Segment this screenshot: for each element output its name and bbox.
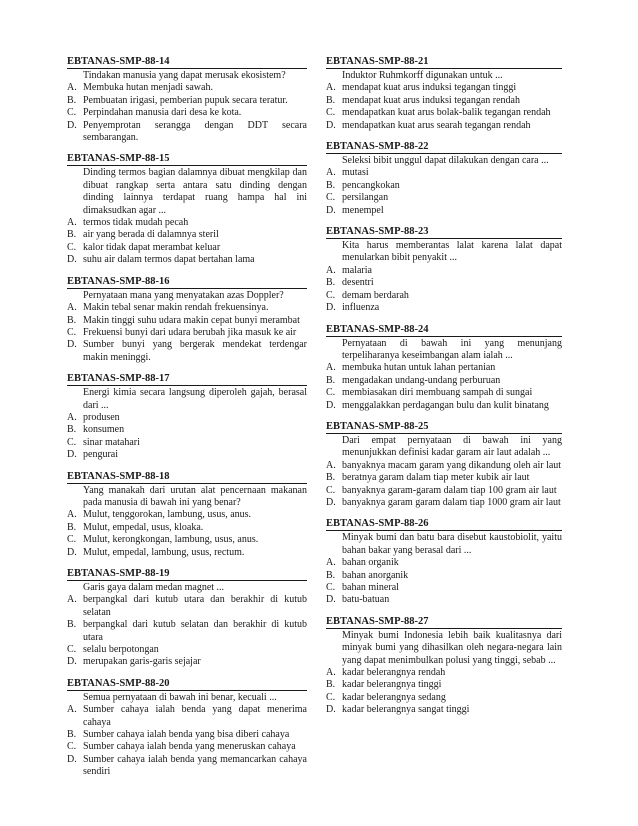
- option-letter: D.: [67, 753, 77, 765]
- option-text: Pembuatan irigasi, pemberian pupuk secara teratur.: [83, 94, 288, 106]
- option-letter: D.: [326, 594, 336, 606]
- option-text: banyaknya garam-garam dalam tiap 100 gram air laut: [342, 484, 557, 496]
- option-text: Sumber cahaya ialah benda yang meneruskan cahaya: [83, 741, 296, 753]
- option-text: mendapatkan kuat arus bolak-balik tegangan rendah: [342, 107, 551, 119]
- option-letter: C.: [326, 582, 336, 593]
- option-letter: C.: [326, 107, 336, 119]
- question-code: EBTANAS-SMP-88-16: [67, 276, 307, 289]
- answer-option: [326, 265, 562, 277]
- option-letter: A.: [67, 594, 77, 606]
- option-letter: C.: [67, 107, 77, 119]
- option-text: konsumen: [83, 424, 125, 436]
- answer-option: [67, 656, 307, 668]
- question-code: EBTANAS-SMP-88-14: [67, 56, 307, 69]
- option-letter: B.: [326, 94, 336, 106]
- question-code: EBTANAS-SMP-88-22: [326, 141, 562, 154]
- answer-option: [67, 315, 307, 327]
- option-letter: D.: [67, 254, 77, 266]
- option-letter: A.: [67, 411, 77, 423]
- answer-option: [326, 704, 562, 716]
- question-block: [326, 324, 562, 412]
- left-column: [67, 56, 307, 788]
- question-code: EBTANAS-SMP-88-24: [326, 324, 562, 337]
- option-text: demam berdarah: [342, 289, 409, 301]
- answer-option: [67, 302, 307, 314]
- option-letter: A.: [67, 82, 77, 94]
- option-text: merupakan garis-garis sejajar: [83, 656, 201, 668]
- answer-option: [326, 679, 562, 691]
- answer-option: [326, 570, 562, 582]
- answer-option: [67, 522, 307, 534]
- answer-option: [67, 729, 307, 741]
- option-letter: B.: [326, 179, 336, 191]
- option-text: termos tidak mudah pecah: [83, 217, 189, 229]
- question-code: EBTANAS-SMP-88-23: [326, 226, 562, 239]
- option-text: bahan organik: [342, 557, 399, 569]
- answer-option: [326, 302, 562, 314]
- answer-option: [326, 497, 562, 509]
- option-letter: C.: [67, 534, 77, 546]
- question-block: [67, 678, 307, 779]
- question-stem: Yang manakah dari urutan alat pencernaan makanan pada manusia di bawah ini yang benar?: [83, 484, 307, 508]
- option-text: bahan mineral: [342, 582, 399, 593]
- option-text: Mulut, empedal, usus, kloaka.: [83, 521, 204, 533]
- option-letter: C.: [67, 644, 77, 656]
- question-stem: Minyak bumi dan batu bara disebut kaustobiolit, yaitu bahan bakar yang berasal dari ...: [342, 532, 562, 556]
- option-letter: C.: [67, 436, 77, 448]
- answer-option: [67, 107, 307, 119]
- option-letter: D.: [67, 339, 77, 351]
- option-text: mendapat kuat arus induksi tegangan tinggi: [342, 82, 517, 94]
- right-column: [326, 56, 562, 726]
- option-letter: A.: [326, 167, 336, 179]
- option-text: berpangkal dari kutub selatan dan berakhir di kutub utara: [83, 619, 307, 643]
- option-text: membiasakan diri membuang sampah di sungai: [342, 387, 533, 399]
- option-letter: A.: [326, 557, 336, 569]
- option-text: Mulut, tenggorokan, lambung, usus, anus.: [83, 509, 252, 521]
- option-text: menggalakkan perdagangan bulu dan kulit binatang: [342, 399, 549, 411]
- question-block: [326, 421, 562, 509]
- answer-option: [326, 290, 562, 302]
- answer-option: [67, 449, 307, 461]
- question-stem: Induktor Ruhmkorff digunakan untuk ...: [342, 70, 503, 81]
- option-text: selalu berpotongan: [83, 644, 159, 656]
- option-text: banyaknya macam garam yang dikandung oleh air laut: [342, 459, 562, 471]
- option-text: suhu air dalam termos dapat bertahan lama: [83, 254, 255, 266]
- question-code: EBTANAS-SMP-88-27: [326, 616, 562, 629]
- option-letter: C.: [67, 741, 77, 753]
- question-stem: Seleksi bibit unggul dapat dilakukan dengan cara ...: [342, 155, 549, 167]
- answer-option: [326, 557, 562, 569]
- question-block: [67, 568, 307, 669]
- option-letter: A.: [67, 704, 77, 716]
- option-letter: A.: [67, 302, 77, 314]
- answer-option: [67, 509, 307, 521]
- answer-option: [67, 327, 307, 339]
- option-text: air yang berada di dalamnya steril: [83, 229, 219, 241]
- answer-option: [67, 619, 307, 644]
- question-block: [67, 373, 307, 461]
- option-letter: C.: [326, 192, 336, 204]
- answer-option: [67, 254, 307, 266]
- option-letter: C.: [326, 484, 336, 496]
- question-block: [67, 153, 307, 266]
- option-text: Sumber cahaya ialah benda yang dapat menerima cahaya: [83, 704, 307, 728]
- option-letter: A.: [326, 459, 336, 471]
- option-letter: B.: [326, 374, 336, 386]
- option-letter: B.: [326, 569, 336, 581]
- question-stem: Energi kimia secara langsung diperoleh gajah, berasal dari ...: [83, 387, 307, 411]
- question-code: EBTANAS-SMP-88-25: [326, 421, 562, 434]
- option-letter: D.: [67, 449, 77, 461]
- option-text: pengurai: [83, 449, 118, 461]
- option-letter: C.: [326, 691, 336, 703]
- answer-option: [326, 472, 562, 484]
- question-block: [326, 616, 562, 717]
- option-text: kadar belerangnya rendah: [342, 667, 446, 679]
- answer-option: [326, 205, 562, 217]
- option-letter: B.: [326, 679, 336, 691]
- answer-option: [326, 277, 562, 289]
- question-stem: Dari empat pernyataan di bawah ini yang menunjukkan definisi kadar garam air laut adalah ...: [342, 434, 562, 459]
- question-block: [326, 226, 562, 314]
- answer-option: [326, 485, 562, 497]
- option-text: mendapatkan kuat arus searah tegangan rendah: [342, 119, 531, 131]
- option-letter: A.: [326, 264, 336, 276]
- option-text: mutasi: [342, 167, 369, 179]
- option-letter: A.: [67, 217, 77, 229]
- option-text: Frekuensi bunyi dari udara berubah jika masuk ke air: [83, 326, 297, 338]
- question-code: EBTANAS-SMP-88-21: [326, 56, 562, 69]
- answer-option: [67, 534, 307, 546]
- option-letter: A.: [326, 82, 336, 94]
- option-text: Mulut, kerongkongan, lambung, usus, anus.: [83, 534, 259, 546]
- option-text: Perpindahan manusia dari desa ke kota.: [83, 107, 242, 119]
- option-text: sinar matahari: [83, 436, 140, 448]
- option-letter: B.: [67, 314, 77, 326]
- question-code: EBTANAS-SMP-88-18: [67, 471, 307, 484]
- question-block: [67, 56, 307, 144]
- option-letter: C.: [326, 289, 336, 301]
- answer-option: [326, 362, 562, 374]
- answer-option: [326, 82, 562, 94]
- option-letter: B.: [67, 521, 77, 533]
- option-text: membuka hutan untuk lahan pertanian: [342, 362, 496, 374]
- option-text: produsen: [83, 411, 120, 423]
- option-text: banyaknya garam garam dalam tiap 1000 gram air laut: [342, 496, 561, 508]
- answer-option: [67, 704, 307, 729]
- option-letter: B.: [67, 424, 77, 436]
- option-text: kadar belerangnya sedang: [342, 691, 446, 703]
- option-text: beratnya garam dalam tiap meter kubik air laut: [342, 472, 530, 484]
- option-text: bahan anorganik: [342, 569, 409, 581]
- option-text: mendapat kuat arus induksi tegangan rendah: [342, 94, 520, 106]
- option-text: malaria: [342, 264, 372, 276]
- option-text: kadar belerangnya tinggi: [342, 679, 442, 691]
- answer-option: [326, 692, 562, 704]
- option-letter: B.: [326, 472, 336, 484]
- question-block: [326, 141, 562, 217]
- answer-option: [67, 339, 307, 364]
- option-letter: D.: [67, 546, 77, 558]
- answer-option: [326, 107, 562, 119]
- answer-option: [326, 387, 562, 399]
- option-text: mengadakan undang-undang perburuan: [342, 374, 501, 386]
- answer-option: [67, 741, 307, 753]
- option-letter: A.: [326, 362, 336, 374]
- question-block: [67, 276, 307, 364]
- question-stem: Garis gaya dalam medan magnet ...: [83, 582, 225, 593]
- option-letter: D.: [326, 399, 336, 411]
- option-text: Penyemprotan serangga dengan DDT secara sembarangan.: [83, 119, 307, 144]
- answer-option: [326, 167, 562, 179]
- answer-option: [67, 547, 307, 559]
- question-stem: Semua pernyataan di bawah ini benar, kecuali ...: [83, 691, 277, 703]
- option-letter: B.: [67, 619, 77, 631]
- option-text: kalor tidak dapat merambat keluar: [83, 241, 221, 253]
- option-text: batu-batuan: [342, 594, 390, 606]
- question-block: [326, 56, 562, 132]
- answer-option: [67, 120, 307, 145]
- answer-option: [326, 594, 562, 606]
- answer-option: [67, 424, 307, 436]
- answer-option: [67, 229, 307, 241]
- option-text: desentri: [342, 277, 374, 289]
- question-stem: Pernyataan di bawah ini yang menunjang terpeliharanya keseimbangan alam ialah ...: [342, 337, 562, 361]
- option-letter: D.: [67, 119, 77, 131]
- answer-option: [67, 95, 307, 107]
- option-letter: B.: [67, 729, 77, 741]
- option-letter: D.: [326, 704, 336, 716]
- option-text: kadar belerangnya sangat tinggi: [342, 704, 470, 716]
- answer-option: [326, 582, 562, 594]
- answer-option: [326, 192, 562, 204]
- answer-option: [67, 82, 307, 94]
- option-text: Makin tebal senar makin rendah frekuensinya.: [83, 302, 269, 314]
- question-code: EBTANAS-SMP-88-26: [326, 518, 562, 531]
- question-stem: Tindakan manusia yang dapat merusak ekosistem?: [83, 70, 286, 81]
- question-block: [67, 471, 307, 559]
- question-code: EBTANAS-SMP-88-15: [67, 153, 307, 166]
- answer-option: [326, 180, 562, 192]
- option-text: Sumber bunyi yang bergerak mendekat terdengar makin meninggi.: [83, 339, 307, 363]
- answer-option: [67, 412, 307, 424]
- option-letter: D.: [67, 656, 77, 668]
- question-stem: Dinding termos bagian dalamnya dibuat mengkilap dan dibuat rangkap serta antara satu dinding dengan dinding lainnya terdapat ruang hampa hal ini dimaksudkan agar ...: [83, 167, 307, 216]
- answer-option: [67, 754, 307, 779]
- option-text: influenza: [342, 302, 380, 314]
- option-text: berpangkal dari kutub utara dan berakhir di kutub selatan: [83, 594, 307, 618]
- option-text: pencangkokan: [342, 179, 400, 191]
- option-letter: A.: [67, 509, 77, 521]
- answer-option: [326, 667, 562, 679]
- option-text: Membuka hutan menjadi sawah.: [83, 82, 213, 94]
- answer-option: [67, 437, 307, 449]
- option-letter: C.: [326, 387, 336, 399]
- question-stem: Minyak bumi Indonesia lebih baik kualitasnya dari minyak bumi yang dihasilkan oleh negara-negara lain yang dapat menimbulkan polusi yang tinggi, sebab ...: [342, 629, 562, 666]
- answer-option: [67, 594, 307, 619]
- question-code: EBTANAS-SMP-88-20: [67, 678, 307, 691]
- question-block: [326, 518, 562, 606]
- option-letter: C.: [67, 326, 77, 338]
- option-letter: A.: [326, 667, 336, 679]
- answer-option: [67, 644, 307, 656]
- answer-option: [326, 460, 562, 472]
- option-text: Sumber cahaya ialah benda yang bisa diberi cahaya: [83, 729, 290, 741]
- answer-option: [67, 217, 307, 229]
- answer-option: [67, 242, 307, 254]
- question-code: EBTANAS-SMP-88-19: [67, 568, 307, 581]
- option-letter: D.: [326, 119, 336, 131]
- option-text: Makin tinggi suhu udara makin cepat bunyi merambat: [83, 314, 300, 326]
- option-text: Mulut, empedal, lambung, usus, rectum.: [83, 546, 245, 558]
- option-letter: B.: [67, 94, 77, 106]
- answer-option: [326, 95, 562, 107]
- question-stem: Kita harus memberantas lalat karena lalat dapat menularkan bibit penyakit ...: [342, 240, 562, 264]
- option-letter: D.: [326, 496, 336, 508]
- option-letter: B.: [67, 229, 77, 241]
- option-letter: D.: [326, 302, 336, 314]
- option-text: persilangan: [342, 192, 389, 204]
- option-letter: B.: [326, 277, 336, 289]
- answer-option: [326, 375, 562, 387]
- option-text: menempel: [342, 204, 384, 216]
- question-code: EBTANAS-SMP-88-17: [67, 373, 307, 386]
- answer-option: [326, 120, 562, 132]
- option-letter: C.: [67, 241, 77, 253]
- answer-option: [326, 400, 562, 412]
- option-letter: D.: [326, 204, 336, 216]
- question-stem: Pernyataan mana yang menyatakan azas Doppler?: [83, 289, 284, 301]
- option-text: Sumber cahaya ialah benda yang memancarkan cahaya sendiri: [83, 753, 307, 778]
